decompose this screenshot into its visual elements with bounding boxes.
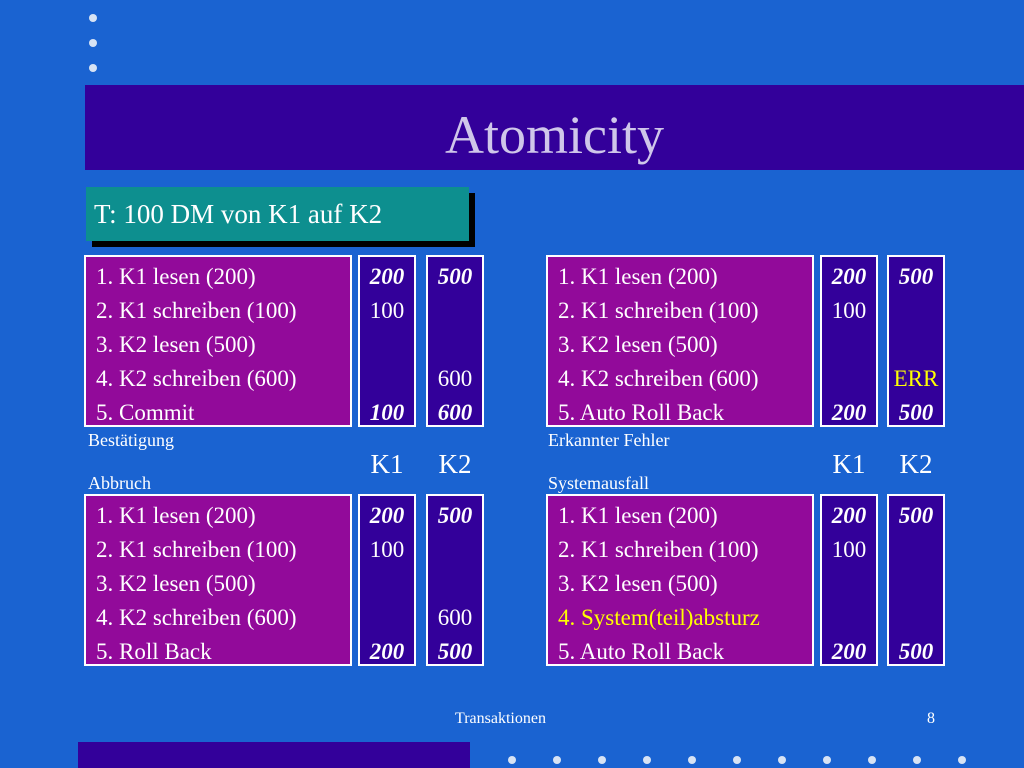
steps-box-crash bbox=[546, 494, 814, 666]
decor-dot bbox=[733, 756, 741, 764]
decor-dot bbox=[508, 756, 516, 764]
step-line: 5. Commit bbox=[96, 400, 195, 425]
decor-dot bbox=[868, 756, 876, 764]
error-value-cell: ERR bbox=[893, 366, 939, 391]
step-line: 3. K2 lesen (500) bbox=[558, 571, 718, 596]
step-line: 2. K1 schreiben (100) bbox=[558, 298, 759, 323]
value-cell: 600 bbox=[437, 366, 473, 391]
decor-dot bbox=[89, 39, 97, 47]
decor-dot bbox=[643, 756, 651, 764]
k2-values-commit bbox=[426, 255, 484, 427]
step-line: 4. K2 schreiben (600) bbox=[96, 605, 297, 630]
step-line: 1. K1 lesen (200) bbox=[558, 264, 718, 289]
value-cell: 100 bbox=[831, 537, 867, 562]
decor-dot bbox=[553, 756, 561, 764]
value-cell: 200 bbox=[831, 400, 867, 425]
value-cell: 100 bbox=[369, 537, 405, 562]
value-cell: 200 bbox=[831, 639, 867, 664]
decor-dot bbox=[913, 756, 921, 764]
decor-dot bbox=[89, 14, 97, 22]
value-cell bbox=[889, 533, 943, 567]
crash-step-line: 4. System(teil)absturz bbox=[558, 605, 760, 630]
value-cell bbox=[360, 567, 414, 601]
decor-dot bbox=[89, 64, 97, 72]
step-line: 5. Auto Roll Back bbox=[558, 639, 725, 664]
value-cell bbox=[428, 294, 482, 328]
column-label-k1: K1 bbox=[370, 449, 404, 479]
value-cell: 500 bbox=[437, 503, 473, 528]
value-cell bbox=[360, 601, 414, 635]
transaction-box: T: 100 DM von K1 auf K2 bbox=[86, 187, 469, 241]
value-cell bbox=[428, 567, 482, 601]
decor-dot bbox=[958, 756, 966, 764]
k1-values-crash bbox=[820, 494, 878, 666]
value-cell: 200 bbox=[369, 264, 405, 289]
value-cell bbox=[889, 328, 943, 362]
value-cell bbox=[428, 328, 482, 362]
k1-values-error bbox=[820, 255, 878, 427]
value-cell: 600 bbox=[437, 400, 473, 425]
page-number: 8 bbox=[927, 710, 935, 727]
decor-dot bbox=[598, 756, 606, 764]
value-cell bbox=[428, 533, 482, 567]
steps-box-error bbox=[546, 255, 814, 427]
value-cell bbox=[360, 328, 414, 362]
value-cell: 500 bbox=[437, 639, 473, 664]
k2-values-abort bbox=[426, 494, 484, 666]
value-cell: 100 bbox=[369, 400, 405, 425]
column-label-k2: K2 bbox=[899, 449, 933, 479]
step-line: 5. Auto Roll Back bbox=[558, 400, 725, 425]
slide-title: Atomicity bbox=[445, 105, 664, 165]
column-label-k2: K2 bbox=[438, 449, 472, 479]
value-cell: 100 bbox=[831, 298, 867, 323]
caption-detected-error: Erkannter Fehler bbox=[548, 430, 670, 450]
decor-dot bbox=[823, 756, 831, 764]
value-cell bbox=[822, 601, 876, 635]
k1-values-abort bbox=[358, 494, 416, 666]
value-cell bbox=[822, 328, 876, 362]
caption-confirmation: Bestätigung bbox=[88, 430, 174, 450]
value-cell: 200 bbox=[369, 639, 405, 664]
value-cell: 500 bbox=[898, 400, 934, 425]
step-line: 2. K1 schreiben (100) bbox=[96, 298, 297, 323]
value-cell: 200 bbox=[369, 503, 405, 528]
value-cell: 200 bbox=[831, 264, 867, 289]
step-line: 4. K2 schreiben (600) bbox=[558, 366, 759, 391]
k1-values-commit bbox=[358, 255, 416, 427]
decor-dot bbox=[778, 756, 786, 764]
steps-box-commit bbox=[84, 255, 352, 427]
value-cell: 200 bbox=[831, 503, 867, 528]
step-line: 3. K2 lesen (500) bbox=[558, 332, 718, 357]
caption-system-failure: Systemausfall bbox=[548, 473, 649, 493]
step-line: 3. K2 lesen (500) bbox=[96, 332, 256, 357]
column-label-k1: K1 bbox=[832, 449, 866, 479]
step-line: 3. K2 lesen (500) bbox=[96, 571, 256, 596]
k2-values-crash bbox=[887, 494, 945, 666]
step-line: 1. K1 lesen (200) bbox=[96, 503, 256, 528]
value-cell: 100 bbox=[369, 298, 405, 323]
value-cell bbox=[360, 362, 414, 396]
step-line: 2. K1 schreiben (100) bbox=[558, 537, 759, 562]
step-line: 2. K1 schreiben (100) bbox=[96, 537, 297, 562]
value-cell bbox=[889, 601, 943, 635]
value-cell bbox=[822, 567, 876, 601]
step-line: 1. K1 lesen (200) bbox=[558, 503, 718, 528]
footer-title: Transaktionen bbox=[455, 710, 546, 727]
caption-abort: Abbruch bbox=[88, 473, 151, 493]
k2-values-error bbox=[887, 255, 945, 427]
decor-dot bbox=[688, 756, 696, 764]
step-line: 5. Roll Back bbox=[96, 639, 212, 664]
step-line: 1. K1 lesen (200) bbox=[96, 264, 256, 289]
value-cell: 600 bbox=[437, 605, 473, 630]
value-cell bbox=[889, 294, 943, 328]
value-cell: 500 bbox=[898, 639, 934, 664]
steps-box-abort bbox=[84, 494, 352, 666]
step-line: 4. K2 schreiben (600) bbox=[96, 366, 297, 391]
value-cell: 500 bbox=[437, 264, 473, 289]
value-cell bbox=[889, 567, 943, 601]
value-cell bbox=[822, 362, 876, 396]
value-cell: 500 bbox=[898, 264, 934, 289]
bottom-bar bbox=[78, 742, 470, 768]
value-cell: 500 bbox=[898, 503, 934, 528]
